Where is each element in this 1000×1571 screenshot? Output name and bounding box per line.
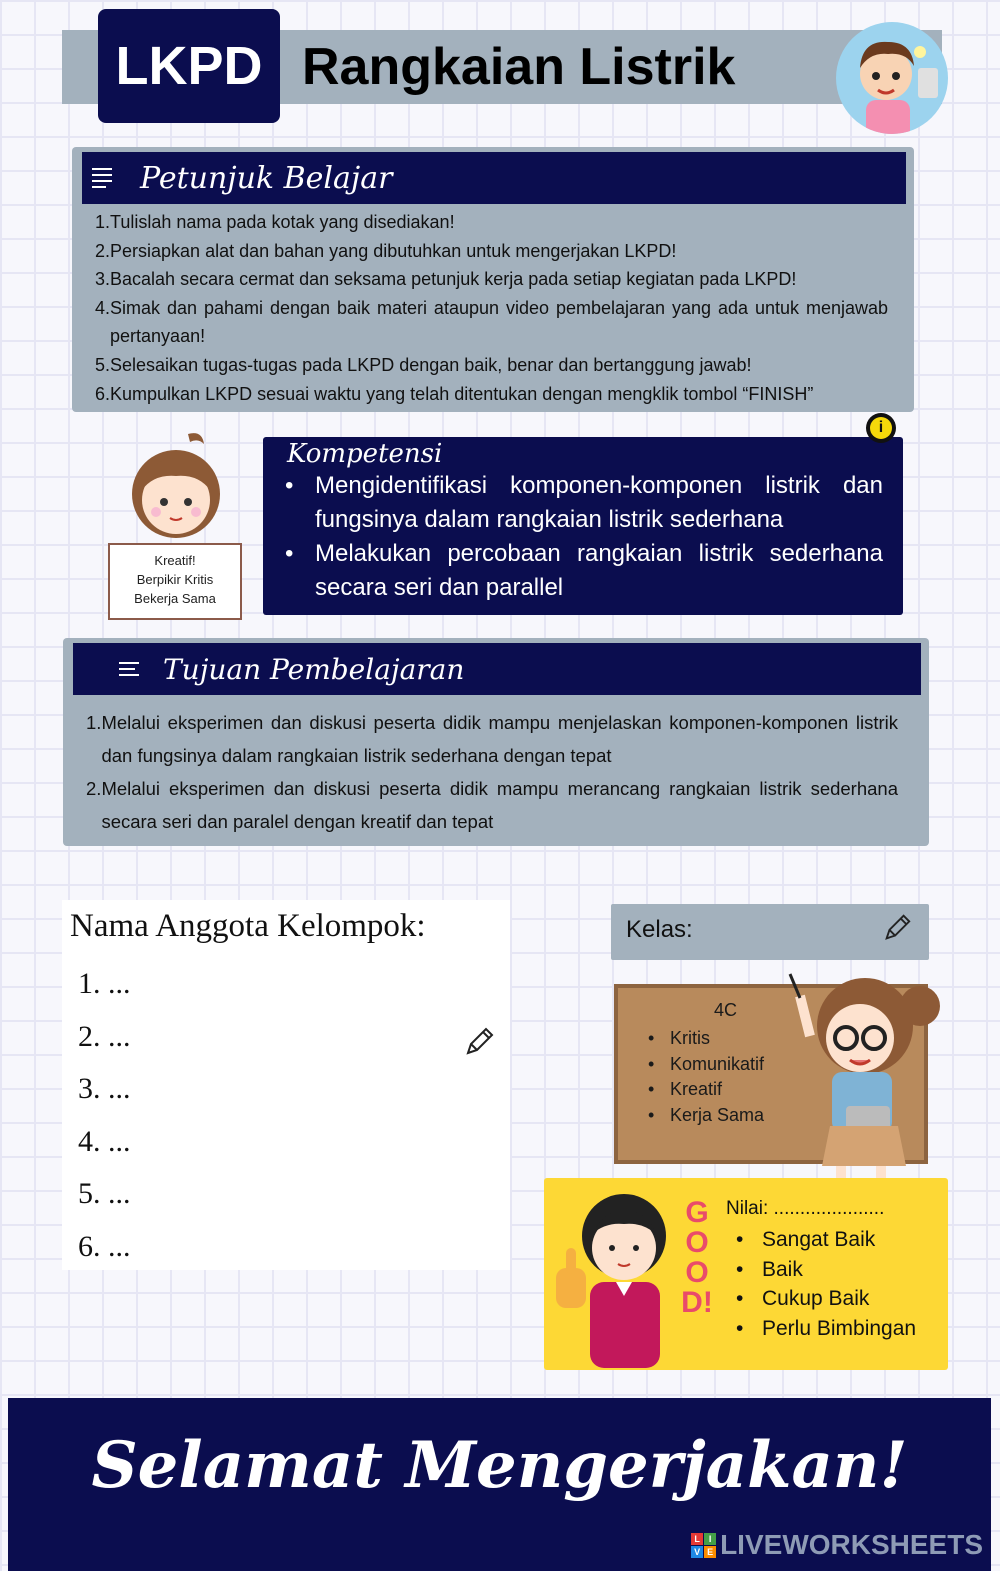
list-item: • Mengidentifikasi komponen-komponen listrik dan fungsinya dalam rangkaian listrik sederhana [285, 472, 883, 533]
petunjuk-heading: Petunjuk Belajar [140, 160, 393, 196]
anggota-row[interactable]: 2. ... [78, 1019, 131, 1053]
footer-banner [8, 1398, 991, 1571]
list-item: • Melakukan percobaan rangkaian listrik sederhana secara seri dan parallel [285, 540, 883, 601]
teacher-illustration [780, 966, 945, 1206]
nilai-option[interactable]: • Sangat Baik [736, 1228, 876, 1251]
nilai-label[interactable]: Nilai: ..................... [726, 1198, 885, 1219]
list-item: 6. Kumpulkan LKPD sesuai waktu yang telah ditentukan dengan mengklik tombol “FINISH” [95, 383, 814, 404]
board-item: • Kerja Sama [648, 1104, 765, 1125]
anggota-row[interactable]: 1. ... [78, 967, 131, 1000]
kelas-label: Kelas: [626, 916, 693, 943]
list-item: 1. Melalui eksperimen dan diskusi peserta didik mampu menjelaskan komponen-komponen listrik dan fungsinya dalam rangkaian listrik sederhana dengan tepat [86, 712, 898, 766]
thumbs-up-girl-illustration [546, 1178, 686, 1370]
liveworksheets-brand[interactable] [691, 1529, 983, 1561]
anggota-row[interactable]: 4. ... [78, 1124, 131, 1158]
nilai-option[interactable]: • Perlu Bimbingan [736, 1316, 917, 1340]
list-item: 3. Bacalah secara cermat dan seksama petunjuk kerja pada setiap kegiatan pada LKPD! [95, 269, 797, 290]
liveworksheets-logo-icon: L I V E [691, 1533, 716, 1558]
anggota-label: Nama Anggota Kelompok: [70, 908, 426, 944]
kompetensi-heading: Kompetensi [287, 439, 443, 469]
tujuan-heading: Tujuan Pembelajaran [163, 652, 465, 686]
kompetensi-panel [263, 437, 903, 615]
sign-line: Bekerja Sama [134, 591, 216, 606]
girl-illustration [118, 428, 238, 548]
petunjuk-header [82, 152, 906, 204]
girl-sign [108, 543, 242, 620]
list-item: 2. Persiapkan alat dan bahan yang dibutuhkan untuk mengerjakan LKPD! [95, 240, 677, 261]
sign-line: Berpikir Kritis [136, 572, 214, 587]
anggota-row[interactable]: 3. ... [78, 1072, 131, 1106]
kelas-field[interactable] [611, 904, 929, 960]
board-item: • Komunikatif [648, 1053, 765, 1074]
page-title: Rangkaian Listrik [302, 38, 736, 96]
pencil-icon[interactable] [881, 912, 913, 944]
brand-text: LIVEWORKSHEETS [720, 1529, 983, 1560]
list-item: 2. Melalui eksperimen dan diskusi peserta didik mampu merancang rangkaian listrik sederhana secara seri dan paralel dengan kreatif dan tepat [86, 778, 898, 832]
footer-message: Selamat Mengerjakan! [91, 1428, 908, 1503]
board-title: 4C [714, 1000, 738, 1020]
info-icon[interactable]: i [866, 413, 896, 443]
anggota-row[interactable]: 5. ... [78, 1177, 131, 1211]
anggota-list [78, 958, 131, 1274]
tujuan-header [73, 643, 921, 695]
pencil-icon[interactable] [462, 1025, 496, 1059]
boy-illustration [836, 22, 948, 134]
sign-line: Kreatif! [154, 553, 196, 568]
tujuan-list [86, 706, 898, 838]
petunjuk-list [95, 208, 888, 408]
menu-icon [119, 658, 139, 680]
board-item: • Kreatif [648, 1079, 723, 1100]
board-item: • Kritis [648, 1028, 710, 1048]
nilai-option[interactable]: • Cukup Baik [736, 1287, 870, 1310]
list-item: 5. Selesaikan tugas-tugas pada LKPD dengan baik, benar dan bertanggung jawab! [95, 354, 752, 375]
list-item: 4. Simak dan pahami dengan baik materi ataupun video pembelajaran yang ada untuk menjawab pertanyaan! [95, 297, 888, 347]
document-icon [92, 164, 112, 192]
anggota-row[interactable]: 6. ... [78, 1229, 131, 1263]
good-text: GOOD! [681, 1196, 713, 1319]
lkpd-badge: LKPD [98, 9, 280, 123]
nilai-option[interactable]: • Baik [736, 1257, 803, 1281]
list-item: 1. Tulislah nama pada kotak yang disediakan! [95, 212, 455, 232]
